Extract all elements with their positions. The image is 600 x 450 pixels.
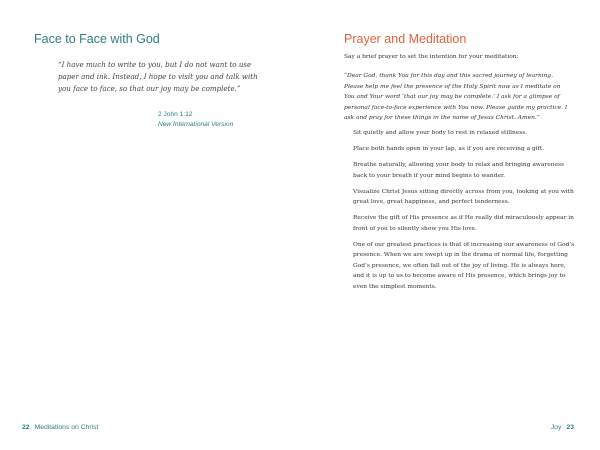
left-page-title: Face to Face with God [34, 32, 160, 46]
meditation-steps [353, 128, 575, 298]
intro-paragraph: Say a brief prayer to set the intention for your meditation: [344, 54, 519, 60]
meditation-step: Sit quietly and allow your body to rest in relaxed stillness. [353, 130, 528, 136]
meditation-step: Breathe naturally, allowing your body to relax and bringing awareness back to your breath if your mind begins to wander. [353, 161, 565, 179]
right-running-head: Joy [550, 424, 562, 431]
meditation-step: One of our greatest practices is that of increasing our awareness of God’s presence. When we are swept up in the drama of normal life, forgetting God’s presence, we often fall out of the joy of living. He is always here, and it is up to us to become aware of His presence, which brings joy to even the simplest moments. [353, 241, 575, 291]
meditation-step: Receive the gift of His presence as if He really did miraculously appear in front of you to silently show you His love. [353, 215, 574, 232]
scripture-reference: 2 John 1:12 [158, 111, 193, 118]
prayer-paragraph: “Dear God, thank You for this day and this sacred journey of learning. Please help me feel the presence of the Holy Spirit now as I meditate on You and Your word ‘that our joy may be complete.’ I ask for a glimpse of personal face-to-face experience with You now. Please guide my practice. I ask and pray for these things in the name of Jesus Christ. Amen.” [344, 73, 568, 122]
right-page-number: 23 [566, 424, 574, 431]
bible-version: New International Version [158, 120, 234, 128]
right-folio [551, 423, 574, 432]
left-running-head: Meditations on Christ [34, 424, 99, 431]
right-page-title: Prayer and Meditation [344, 32, 467, 46]
left-folio [22, 423, 98, 432]
meditation-step: Place both hands open in your lap, as if you are receiving a gift. [353, 145, 545, 152]
right-page [300, 0, 600, 450]
left-page-number: 22 [22, 424, 30, 431]
quote-attribution [158, 110, 233, 129]
scripture-quote: “I have much to write to you, but I do not want to use paper and ink. Instead, I hope to visit you and talk with you face to face, so that our joy may be complete.” [58, 60, 258, 94]
meditation-step: Visualize Christ Jesus sitting directly across from you, looking at you with great love, great happiness, and perfect tenderness. [353, 188, 574, 206]
